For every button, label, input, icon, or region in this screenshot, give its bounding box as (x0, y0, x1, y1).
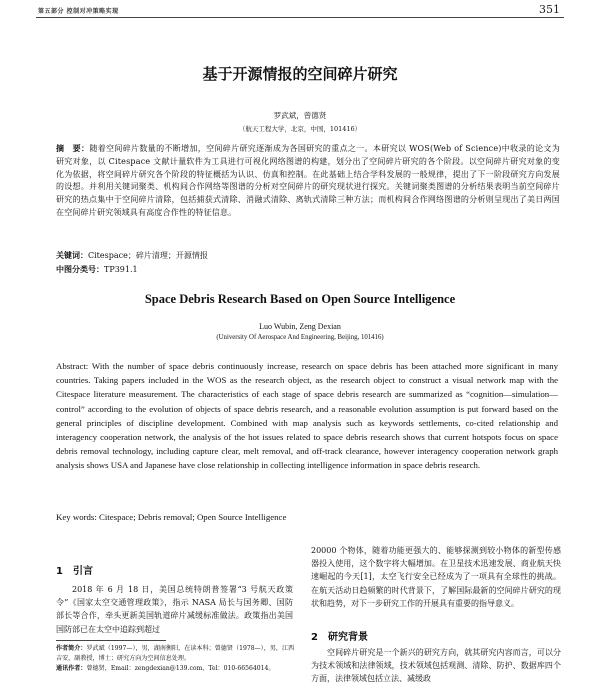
abstract-chinese-text: 随着空间碎片数量的不断增加，空间碎片研究逐渐成为各国研究的重点之一。本研究以 WOS(Web of Science)中收录的论文为研究对象，以 Citespace 文献计量软件为工具进行可视化网络图谱的构建，划分出了空间碎片研究的各个阶段。以空间碎片研究对象的变化为依据，将空间碎片研究各个阶段的特征概括为认识、仿真和控制。在此基础上结合学科发展的一般规律，提出了下一阶段研究方向发展的设想。并利用关键词聚类、机构间合作网络等图谱的分析对空间碎片的研究现状进行探究。关键词聚类图谱的分析结果表明当前空间碎片研究的热点集中于空间碎片清除，包括捕获式清除、消融式清除、离轨式清除三种方法；而机构间合作网络图谱的分析则呈现出了美日两国在空间碎片研究领域具有高度合作性的特征信息。 (56, 144, 560, 217)
footnote-contact-text: 曾德贤，Email：zengdexian@139.com，Tel：010-66564014。 (86, 665, 275, 672)
footnote-author (56, 644, 296, 664)
footnote-contact (56, 664, 296, 674)
affiliation-english: (University Of Aerospace And Engineering, Beijing, 101416) (216, 334, 384, 341)
keywords-chinese-text: Citespace；碎片清理；开源情报 (88, 251, 208, 260)
classification-number (56, 264, 560, 275)
abstract-chinese-label: 摘 要： (56, 144, 90, 153)
footnote-rule (56, 640, 166, 641)
section-1-number: 1 (56, 566, 63, 577)
affiliation-chinese: （航天工程大学，北京，中国，101416） (238, 125, 362, 133)
authors-english: Luo Wubin, Zeng Dexian (259, 322, 341, 331)
keywords-english: Key words: Citespace; Debris removal; Open Source Intelligence (56, 512, 287, 522)
title-english: Space Debris Research Based on Open Source Intelligence (144, 292, 456, 306)
section-1-heading (56, 562, 103, 577)
abstract-english: Abstract: With the number of space debris continuously increase, research on space debris has been attached more significant in many countries. Taking papers included in the WOS as the research object, as the research object to construct a visual network map with the Citespace literature measurement. The characteristics of each stage of space debris research are summarized as “cognition—simulation—control” according to the evolution of objects of space debris research, and a reasonable evolution assumption is put forward based on the general principles of discipline development. Combined with map analysis such as keywords settlements, co-cited relationship and interagency cooperation network, the analysis of the hot issues related to space debris research shows that current hotspots focus on space debris removal technology, including capture clear, melt removal, and off-track clearance, however interagency cooperation network graph analysis shows USA and Japanese have close relationship in collecting intelligence information in space debris research. (56, 361, 558, 471)
running-head: 第五部分 控制对冲策略实现 (38, 8, 119, 15)
title-chinese: 基于开源情报的空间碎片研究 (202, 65, 398, 83)
section-1-paragraph: 2018 年 6 月 18 日，美国总统特朗普签署“3 号航天政策令”《国家太空交通管理政策》，指示 NASA 局长与国务卿、国防部长等合作，牵头更新美国轨道碎片减缓标准做法。政策指出美国国防部已在太空中追踪到超过 (56, 585, 293, 634)
keywords-chinese (56, 250, 560, 261)
classification-text: TP391.1 (104, 265, 138, 274)
section-2-number: 2 (311, 632, 318, 643)
keywords-chinese-label: 关键词： (56, 251, 88, 260)
footnote-author-label: 作者简介： (56, 645, 87, 652)
header-rule (36, 17, 564, 18)
section-2-title: 研究背景 (327, 632, 368, 643)
right-column-paragraph: 20000 个物体，随着功能更强大的、能够探测到较小物体的新型传感器投入使用，这个数字将大幅增加。在卫星技术迅速发展、商业航天快速崛起的今天[1]，太空飞行安全已经成为了一项具有全球性的挑战。在航天活动日趋频繁的时代背景下，了解国际最新的空间碎片研究的现状和趋势，对下一步研究工作的开展具有重要的指导意义。 (311, 546, 561, 608)
page-number: 351 (539, 3, 560, 16)
section-1-title: 引言 (72, 566, 93, 577)
classification-label: 中图分类号： (56, 265, 104, 274)
abstract-chinese (56, 143, 560, 220)
footnote-contact-label: 通讯作者： (56, 665, 87, 672)
footnote-author-text: 罗武斌（1997—），男，湖南衡阳，在读本科；曾德贤（1978—），男，江西吉安，副教授，博士；研究方向为空间信息处理。 (56, 645, 295, 662)
section-2-heading (311, 628, 378, 643)
footnotes (56, 644, 296, 674)
authors-chinese: 罗武斌，曾德贤 (273, 111, 327, 120)
section-2-paragraph: 空间碎片研究是一个新兴的研究方向，就其研究内容而言，可以分为技术领域和法律领域，技术领域包括观测、清除、防护、数据库四个方面，法律领域包括立法、减缓政 (311, 648, 561, 684)
